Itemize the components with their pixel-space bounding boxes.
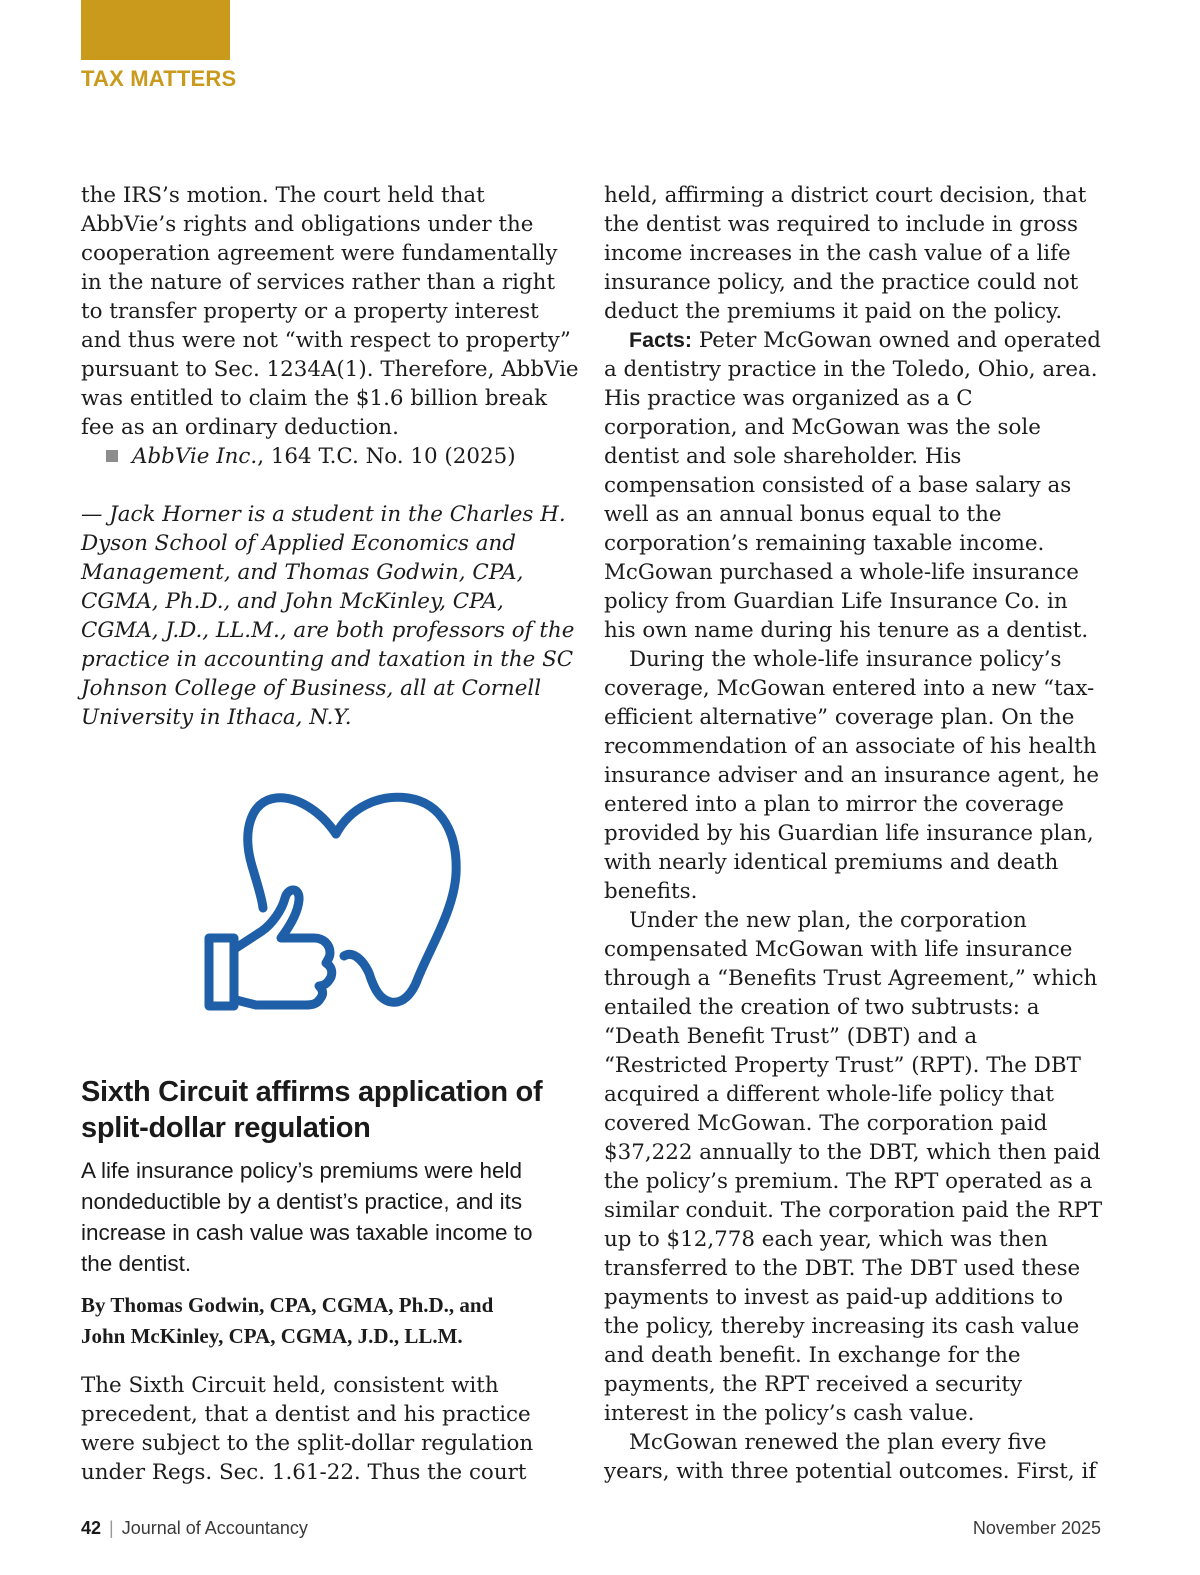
case-citation-line xyxy=(81,442,581,471)
article-headline: Sixth Circuit affirms application of split-dollar regulation xyxy=(81,1076,543,1144)
left-column xyxy=(81,181,581,732)
left-paragraph: the IRS’s motion. The court held that AbbVie’s rights and obligations under the cooperation agreement were fundamentally in the nature of services rather than a right to transfer property or a property interest and thus were not “with respect to property” pursuant to Sec. 1234A(1). Therefore, AbbVie was entitled to claim the $1.6 billion break fee as an ordinary deduction. xyxy=(81,183,579,440)
end-mark-square-icon xyxy=(106,450,118,462)
article-deck: A life insurance policy’s premiums were held nondeductible by a dentist’s practice, and its increase in cash value was taxable income to the dentist. xyxy=(81,1158,533,1276)
right-column xyxy=(604,181,1104,1486)
publication-name: Journal of Accountancy xyxy=(121,1518,308,1538)
footer-left xyxy=(81,1518,308,1539)
issue-date: November 2025 xyxy=(972,1518,1101,1538)
right-continued-paragraph: held, affirming a district court decision, that the dentist was required to include in gross income increases in the cash value of a life insurance policy, and the practice could not deduct the premiums it paid on the policy. xyxy=(604,183,1087,324)
facts-paragraph xyxy=(604,326,1104,645)
tooth-thumbs-up-icon xyxy=(196,788,466,1018)
author-bio: — Jack Horner is a student in the Charles H. Dyson School of Applied Economics and Management, and Thomas Godwin, CPA, CGMA, Ph.D., and John McKinley, CPA, CGMA, J.D., LL.M., are both professors of the practice in accounting and taxation in the SC Johnson College of Business, all at Cornell University in Ithaca, N.Y. xyxy=(81,502,575,730)
byline-line-2: John McKinley, CPA, CGMA, J.D., LL.M. xyxy=(81,1324,463,1348)
page-number: 42 xyxy=(81,1518,102,1538)
facts-text: Peter McGowan owned and operated a dentistry practice in the Toledo, Ohio, area. His practice was organized as a C corporation, and McGowan was the sole dentist and sole shareholder. His compensation consisted of a base salary as well as an annual bonus equal to the corporation’s remaining taxable income. McGowan purchased a whole-life insurance policy from Guardian Life Insurance Co. in his own name during his tenure as a dentist. xyxy=(604,328,1101,643)
header-color-bar xyxy=(81,0,230,60)
right-paragraph-3: Under the new plan, the corporation compensated McGowan with life insurance through a “Benefits Trust Agreement,” which entailed the creation of two subtrusts: a “Death Benefit Trust” (DBT) and a “Restricted Property Trust” (RPT). The DBT acquired a different whole-life policy that covered McGowan. The corporation paid $37,222 annually to the DBT, which then paid the policy’s premium. The RPT operated as a similar conduit. The corporation paid the RPT up to $12,778 each year, which was then transferred to the DBT. The DBT used these payments to invest as paid-up additions to the policy, thereby increasing its cash value and death benefit. In exchange for the payments, the RPT received a security interest in the policy’s cash value. xyxy=(604,908,1103,1426)
byline-line-1: By Thomas Godwin, CPA, CGMA, Ph.D., and xyxy=(81,1293,494,1317)
facts-label: Facts: xyxy=(629,328,693,352)
right-paragraph-2: During the whole-life insurance policy’s coverage, McGowan entered into a new “tax-efficient alternative” coverage plan. On the recommendation of an associate of his health insurance adviser and an insurance agent, he entered into a plan to mirror the coverage provided by his Guardian life insurance plan, with nearly identical premiums and death benefits. xyxy=(604,647,1100,904)
article-intro: The Sixth Circuit held, consistent with precedent, that a dentist and his practice were subject to the split-dollar regulation under Regs. Sec. 1.61-22. Thus the court xyxy=(81,1373,534,1485)
case-citation: , 164 T.C. No. 10 (2025) xyxy=(257,444,516,469)
case-name: AbbVie Inc. xyxy=(132,444,258,469)
section-label: TAX MATTERS xyxy=(81,66,237,91)
right-paragraph-4: McGowan renewed the plan every five years, with three potential outcomes. First, if xyxy=(604,1430,1097,1484)
article-intro-block xyxy=(81,1371,581,1487)
footer-separator: | xyxy=(109,1518,114,1538)
article-byline xyxy=(81,1290,581,1352)
